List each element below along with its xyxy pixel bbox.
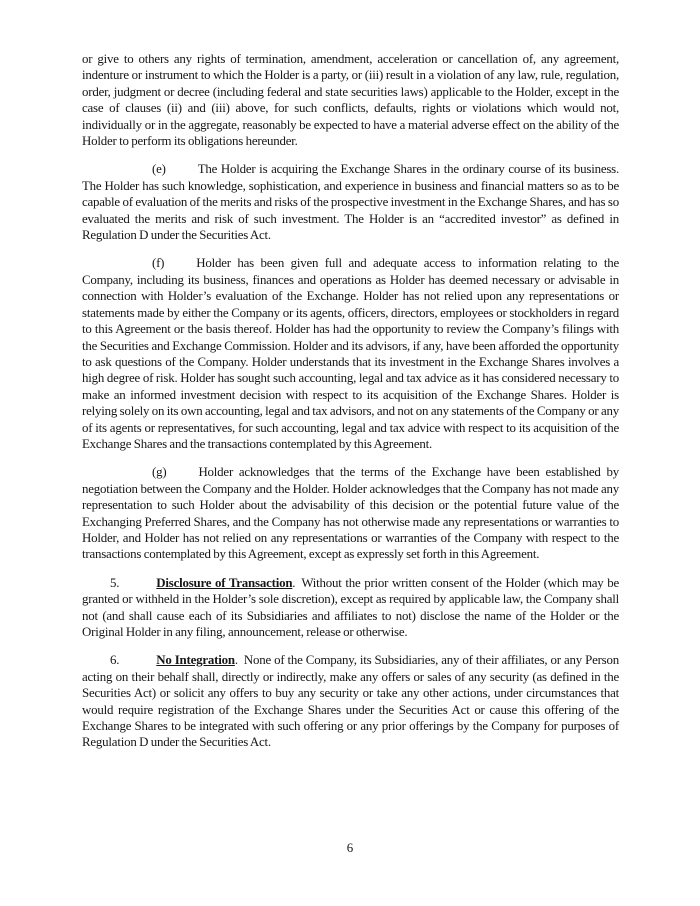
paragraph-e-label: (e) (152, 162, 166, 177)
paragraph-g-label: (g) (152, 465, 167, 480)
tab-gap (119, 586, 156, 587)
tab-gap (166, 475, 198, 476)
section-6-text: None of the Company, its Subsidiaries, any of their affiliates, or any Person acting on their behalf shall, directly or indirectly, make any offers or sales of any security (as defined in the Securities Act) or solicit any offers to buy any security or take any other actions, under circumstances that would require registration of the Exchange Shares under the Securities Act or cause this offering of the Exchange Shares to be integrated with such offering or any prior offerings by the Company for purposes of Regulation D under the Securities Act. (82, 653, 619, 750)
section-5-number: 5. (110, 575, 120, 590)
tab-gap (119, 663, 156, 664)
section-6-heading: No Integration (156, 653, 235, 668)
paragraph-g (82, 464, 619, 562)
section-6-number: 6. (110, 653, 120, 668)
paragraph-continuation: or give to others any rights of termination, amendment, acceleration or cancellation of, any agreement, indenture or instrument to which the Holder is a party, or (iii) result in a violation of any law, rule, regulation, order, judgment or decree (including federal and state securities laws) applicable to the Holder, except in the case of clauses (ii) and (iii) above, for such conflicts, defaults, rights or violations which would not, individually or in the aggregate, reasonably be expected to have a material adverse effect on the ability of the Holder to perform its obligations hereunder. (82, 52, 619, 149)
paragraph-f-label: (f) (152, 256, 165, 271)
section-5-heading-period: . (292, 575, 296, 590)
section-6-no-integration (82, 652, 619, 750)
paragraph-e (82, 161, 619, 243)
paragraph-f-text: Holder has been given full and adequate access to information relating to the Company, including its business, finances and operations as Holder has deemed necessary or advisable in connection with Holder’s evaluation of the Exchange. Holder has not relied upon any representations or statements made by either the Company or its agents, officers, directors, employees or stockholders in regard to this Agreement or the basis thereof. Holder has had the opportunity to review the Company’s filings with the Securities and Exchange Commission. Holder and its advisors, if any, have been afforded the opportunity to ask questions of the Company. Holder understands that its investment in the Exchange Shares involves a high degree of risk. Holder has sought such accounting, legal and tax advice as it has considered necessary to make an informed investment decision with respect to its acquisition of the Exchange Shares. Holder is relying solely on its own accounting, legal and tax advisors, and not on any statements of the Company or any of its agents or representatives, for such accounting, legal and tax advice with respect to its acquisition of the Exchange Shares and the transactions contemplated by this Agreement. (82, 256, 619, 451)
section-6-heading-period: . (234, 653, 238, 668)
section-5-text: Without the prior written consent of the Holder (which may be granted or withheld in the Holder’s sole discretion), except as required by applicable law, the Company shall not (and shall cause each of its Subsidiaries and affiliates to not) disclose the name of the Holder or the Original Holder in any filing, announcement, release or otherwise. (82, 575, 620, 639)
paragraph-f (82, 255, 619, 452)
tab-gap (164, 266, 196, 267)
section-5-disclosure-of-transaction (82, 575, 619, 641)
paragraph-g-text: Holder acknowledges that the terms of the Exchange have been established by negotiation between the Company and the Holder. Holder acknowledges that the Company has not made any representation to such Holder about the advisability of this decision or the potential future value of the Exchanging Preferred Shares, and the Company has not otherwise made any representations or warranties to Holder, and Holder has not relied on any representations or warranties of the Company with respect to the transactions contemplated by this Agreement, except as expressly set forth in this Agreement. (82, 465, 619, 562)
section-5-heading: Disclosure of Transaction (156, 575, 293, 590)
page-number: 6 (346, 841, 354, 855)
document-body (82, 51, 619, 763)
tab-gap (166, 172, 198, 173)
paragraph-e-text: The Holder is acquiring the Exchange Shares in the ordinary course of its business. The Holder has such knowledge, sophistication, and experience in business and financial matters so as to be capable of evaluation of the merits and risks of the prospective investment in the Exchange Shares, and has so evaluated the merits and risk of such investment. The Holder is an “accredited investor” as defined in Regulation D under the Securities Act. (82, 162, 619, 243)
